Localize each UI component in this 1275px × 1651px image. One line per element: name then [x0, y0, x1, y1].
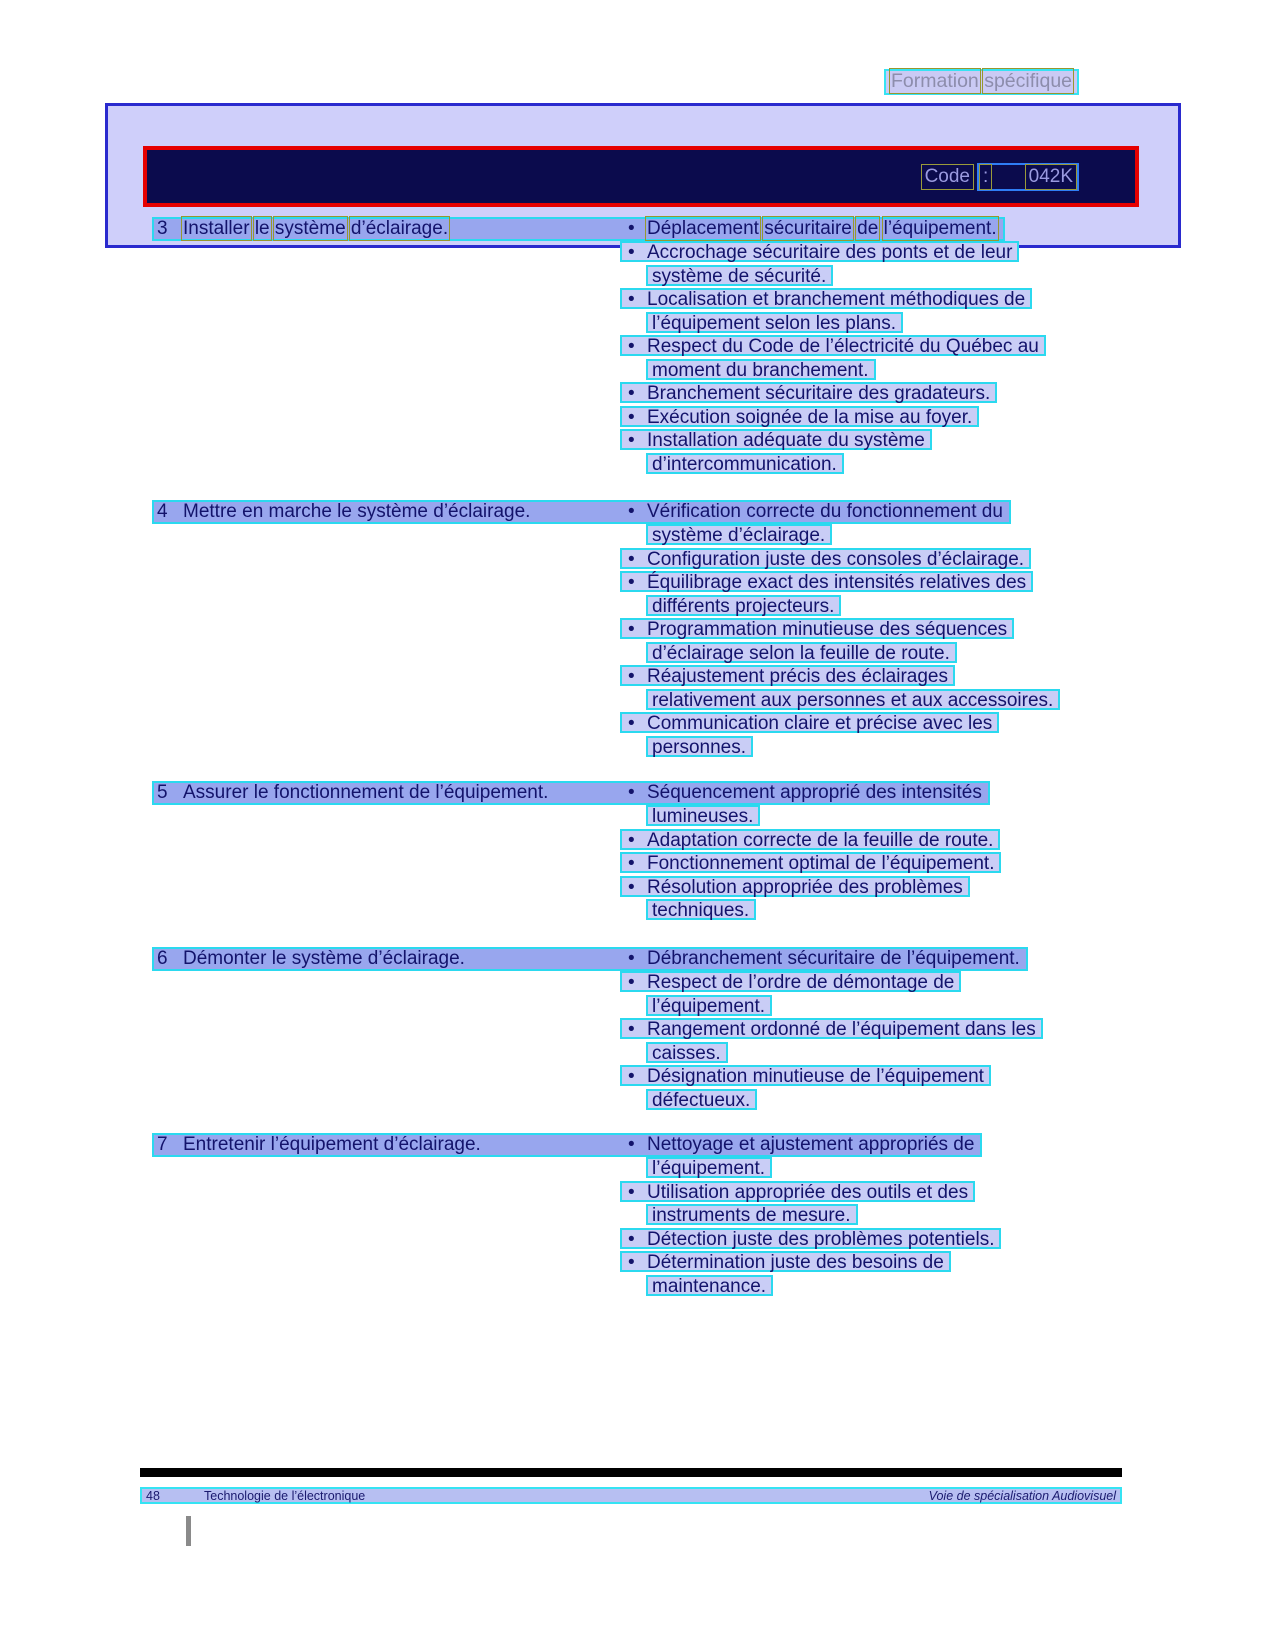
bullet-icon: •: [628, 713, 635, 734]
criterion-text: Installation adéquate du système: [647, 430, 925, 451]
criterion-line-row: [620, 571, 1060, 595]
criterion-line: [646, 453, 844, 474]
criterion-line: [620, 548, 1031, 569]
row-first-line-highlight: [152, 217, 1005, 241]
criterion-line: [620, 382, 997, 403]
criterion-text: Désignation minutieuse de l’équipement: [647, 1066, 984, 1087]
criterion-line: [646, 736, 753, 757]
criterion-text: lumineuses.: [652, 806, 754, 827]
bullet-icon: •: [628, 430, 635, 451]
criterion-line: [620, 1228, 1001, 1249]
criterion-line-row: [620, 642, 1060, 666]
criterion-line-row: [620, 382, 1046, 406]
bullet-icon: •: [628, 218, 635, 239]
criterion-text: personnes.: [652, 736, 747, 758]
row-number: 5: [157, 782, 168, 803]
criterion-line-row: [620, 548, 1060, 572]
criterion-line: [620, 1181, 975, 1202]
row-first-line-highlight: [152, 1133, 982, 1157]
criterion-text: Vérification correcte du fonctionnement du: [647, 501, 1003, 522]
criterion-line-row: [620, 288, 1046, 312]
criterion-line: [620, 712, 999, 733]
criteria-lines: [620, 241, 1046, 476]
footer-rule: [140, 1468, 1122, 1477]
criterion-text: d’éclairage selon la feuille de route.: [652, 642, 950, 664]
first-criterion: [620, 1134, 980, 1156]
criterion-line-row: [620, 852, 1001, 876]
criterion-line-row: [620, 736, 1060, 760]
criterion-line: [646, 1275, 773, 1296]
criterion-line: [646, 899, 756, 920]
bullet-icon: •: [628, 1066, 635, 1087]
code-value: 042K: [1028, 165, 1073, 187]
criterion-line: [620, 335, 1046, 356]
criterion-text: Utilisation appropriée des outils et des: [647, 1181, 969, 1203]
criterion-line: [620, 1018, 1043, 1039]
bullet-icon: •: [628, 853, 635, 874]
criterion-line-row: [620, 1089, 1043, 1113]
first-criterion: [620, 782, 988, 804]
criterion-text: Résolution appropriée des problèmes: [647, 876, 963, 898]
bullet-icon: •: [628, 289, 635, 310]
row-number: 4: [157, 501, 168, 522]
criterion-line-row: [620, 359, 1046, 383]
criterion-line: [620, 618, 1014, 639]
criterion-line-row: [620, 665, 1060, 689]
criterion-line: [620, 571, 1033, 592]
criterion-line: [646, 995, 772, 1016]
code-value-box: [977, 163, 1079, 191]
criterion-line: [620, 429, 932, 450]
criterion-text: Déplacement sécuritaire de l’équipement.: [647, 218, 997, 239]
criterion-text: Séquencement approprié des intensités: [647, 782, 982, 803]
criterion-text: Communication claire et précise avec les: [647, 713, 993, 734]
criteria-lines: [620, 971, 1043, 1112]
criterion-text: d’intercommunication.: [652, 453, 837, 475]
criterion-line-row: [620, 335, 1046, 359]
criterion-text: Programmation minutieuse des séquences: [647, 619, 1008, 640]
criterion-line: [646, 524, 832, 545]
criterion-text: Équilibrage exact des intensités relatives des: [647, 572, 1027, 593]
criterion-line: [620, 876, 970, 897]
row-first-line-highlight: [152, 781, 990, 805]
criterion-line-row: [620, 1228, 1001, 1252]
criterion-line: [646, 689, 1060, 710]
criterion-line-row: [620, 1275, 1001, 1299]
criterion-line: [620, 288, 1032, 309]
criterion-text: Réajustement précis des éclairages: [647, 666, 948, 687]
criterion-line-row: [620, 829, 1001, 853]
bullet-icon: •: [628, 1019, 635, 1040]
criterion-text: l’équipement selon les plans.: [652, 312, 896, 334]
bullet-icon: •: [628, 383, 635, 404]
footer-right-text: Voie de spécialisation Audiovisuel: [928, 1488, 1116, 1503]
bullet-icon: •: [628, 1134, 635, 1155]
criterion-line: [620, 971, 961, 992]
bullet-icon: •: [628, 548, 635, 570]
criterion-text: relativement aux personnes et aux accessoires.: [652, 689, 1054, 711]
criterion-text: techniques.: [652, 900, 750, 921]
criterion-text: Respect de l’ordre de démontage de: [647, 972, 955, 993]
criterion-text: l’équipement.: [652, 995, 766, 1017]
bullet-icon: •: [628, 406, 635, 428]
footer-left-text: Technologie de l’électronique: [204, 1488, 366, 1503]
criterion-text: caisses.: [652, 1042, 721, 1064]
row-first-line-highlight: [152, 947, 1028, 971]
criterion-line: [620, 829, 1000, 850]
criterion-text: système d’éclairage.: [652, 525, 826, 546]
criterion-line-row: [620, 689, 1060, 713]
criterion-line-row: [620, 429, 1046, 453]
criterion-text: différents projecteurs.: [652, 595, 835, 617]
criterion-line: [646, 1204, 858, 1225]
row-number: 3: [157, 218, 168, 239]
criterion-line: [620, 1251, 951, 1272]
criterion-line-row: [620, 1251, 1001, 1275]
criterion-line-row: [620, 1157, 1001, 1181]
code-separator: :: [983, 165, 989, 187]
objective-text: Entretenir l’équipement d’éclairage.: [183, 1134, 481, 1155]
criterion-line-row: [620, 241, 1046, 265]
criterion-line-row: [620, 406, 1046, 430]
criterion-line-row: [620, 805, 1001, 829]
criterion-line: [646, 312, 903, 333]
criterion-text: Nettoyage et ajustement appropriés de: [647, 1134, 975, 1155]
criterion-line-row: [620, 899, 1001, 923]
row-first-line-highlight: [152, 500, 1011, 524]
footer: [140, 1487, 1122, 1504]
objective-text: Démonter le système d’éclairage.: [183, 948, 465, 969]
criterion-line: [620, 665, 955, 686]
bullet-icon: •: [628, 829, 635, 851]
objective-text: Installer le système d’éclairage.: [183, 218, 449, 239]
criterion-line: [646, 642, 957, 663]
section-header-label: Formation spécifique: [884, 69, 1079, 95]
code-label: Code: [924, 165, 970, 187]
row-number: 6: [157, 948, 168, 969]
text-cursor: [186, 1516, 191, 1546]
criterion-line-row: [620, 1065, 1043, 1089]
criterion-line-row: [620, 1018, 1043, 1042]
criteria-lines: [620, 1157, 1001, 1298]
criterion-line: [646, 805, 760, 826]
criterion-line: [620, 1065, 991, 1086]
row-number: 7: [157, 1134, 168, 1155]
criterion-line-row: [620, 995, 1043, 1019]
criterion-line: [646, 1042, 728, 1063]
criterion-line-row: [620, 312, 1046, 336]
bullet-icon: •: [628, 972, 635, 993]
bullet-icon: •: [628, 572, 635, 593]
criterion-line-row: [620, 618, 1060, 642]
criterion-text: Configuration juste des consoles d’éclairage.: [647, 548, 1025, 570]
criterion-text: instruments de mesure.: [652, 1205, 851, 1226]
criterion-text: l’équipement.: [652, 1158, 766, 1179]
criterion-text: Détection juste des problèmes potentiels.: [647, 1228, 995, 1250]
criterion-line: [620, 852, 1001, 873]
criterion-line: [620, 406, 979, 427]
objective-text: Assurer le fonctionnement de l’équipement.: [183, 782, 549, 803]
criterion-text: Débranchement sécuritaire de l’équipement.: [647, 948, 1020, 969]
criterion-line-row: [620, 876, 1001, 900]
criterion-line: [620, 241, 1019, 262]
criterion-text: Localisation et branchement méthodiques de: [647, 289, 1026, 310]
bullet-icon: •: [628, 619, 635, 640]
criterion-text: Accrochage sécuritaire des ponts et de leur: [647, 242, 1013, 263]
code-banner: [143, 146, 1139, 207]
bullet-icon: •: [628, 336, 635, 357]
criterion-text: Branchement sécuritaire des gradateurs.: [647, 383, 991, 404]
criterion-text: moment du branchement.: [652, 359, 869, 381]
criterion-line: [646, 1089, 757, 1110]
criterion-text: Détermination juste des besoins de: [647, 1252, 944, 1273]
criterion-line-row: [620, 712, 1060, 736]
criterion-line-row: [620, 1042, 1043, 1066]
bullet-icon: •: [628, 876, 635, 898]
criterion-line: [646, 359, 876, 380]
criterion-line: [646, 595, 841, 616]
criterion-text: défectueux.: [652, 1089, 751, 1111]
bullet-icon: •: [628, 501, 635, 522]
criterion-line-row: [620, 1181, 1001, 1205]
criterion-text: système de sécurité.: [652, 265, 827, 287]
criterion-line-row: [620, 971, 1043, 995]
first-criterion: [620, 948, 1026, 970]
bullet-icon: •: [628, 782, 635, 803]
criterion-line-row: [620, 1204, 1001, 1228]
criterion-text: Adaptation correcte de la feuille de route.: [647, 829, 994, 851]
bullet-icon: •: [628, 948, 635, 969]
criterion-text: Fonctionnement optimal de l’équipement.: [647, 853, 995, 874]
criterion-line-row: [620, 524, 1060, 548]
bullet-icon: •: [628, 1252, 635, 1273]
bullet-icon: •: [628, 1181, 635, 1203]
criterion-line: [646, 265, 833, 286]
criteria-lines: [620, 805, 1001, 923]
criterion-text: Respect du Code de l’électricité du Québec au: [647, 336, 1039, 357]
objective-text: Mettre en marche le système d’éclairage.: [183, 501, 531, 522]
bullet-icon: •: [628, 1228, 635, 1250]
first-criterion: [620, 218, 1003, 240]
criterion-line: [646, 1157, 772, 1178]
bullet-icon: •: [628, 666, 635, 687]
criterion-line-row: [620, 265, 1046, 289]
criterion-line-row: [620, 595, 1060, 619]
criteria-lines: [620, 524, 1060, 759]
criterion-line-row: [620, 453, 1046, 477]
page-number: 48: [146, 1488, 160, 1503]
criterion-text: Exécution soignée de la mise au foyer.: [647, 406, 973, 428]
criterion-text: Rangement ordonné de l’équipement dans les: [647, 1019, 1036, 1040]
criterion-text: maintenance.: [652, 1275, 767, 1297]
first-criterion: [620, 501, 1009, 523]
bullet-icon: •: [628, 242, 635, 263]
